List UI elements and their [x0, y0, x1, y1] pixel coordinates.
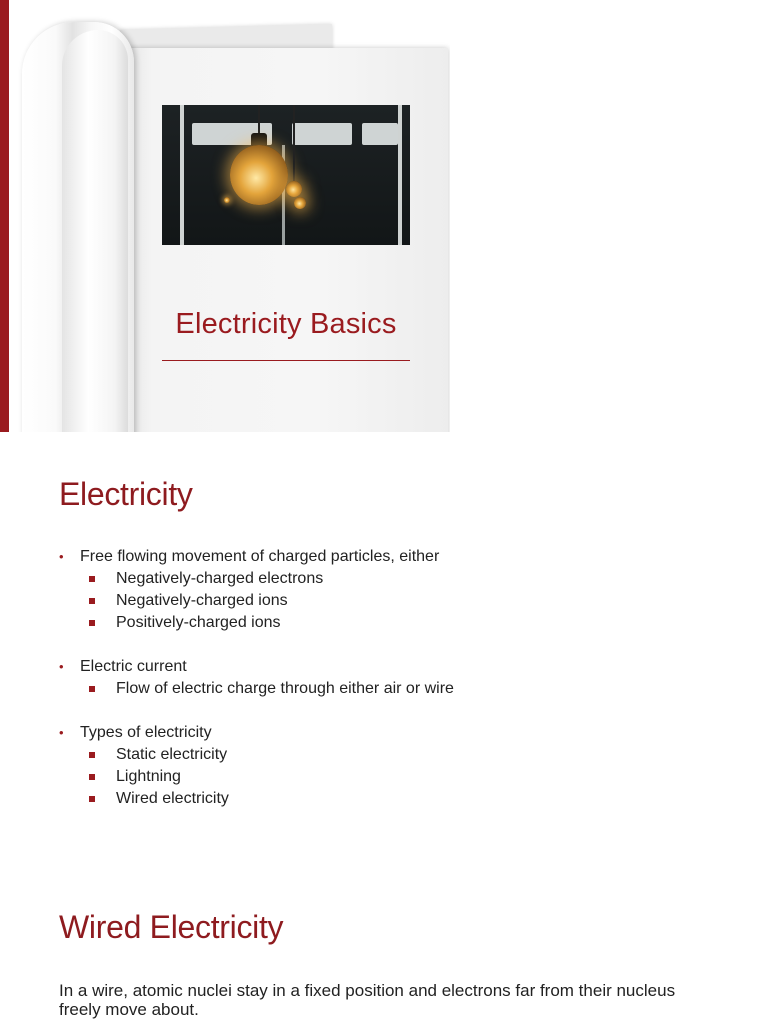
sub-list-item: Positively-charged ions	[59, 612, 454, 634]
photo-window	[362, 123, 398, 145]
sub-list-item: Wired electricity	[59, 788, 454, 810]
red-side-stripe	[0, 0, 9, 432]
photo-frame	[398, 105, 402, 245]
section-heading-electricity: Electricity	[59, 476, 193, 512]
cover-title: Electricity Basics	[175, 308, 397, 340]
list-item: • Types of electricity	[59, 722, 454, 744]
sub-list-item: Lightning	[59, 766, 454, 788]
title-underline	[162, 360, 410, 361]
bulb-large	[230, 145, 288, 205]
bulb-tiny	[224, 197, 230, 203]
electricity-bullet-list	[59, 546, 454, 810]
list-item: • Electric current	[59, 656, 454, 678]
sub-list-item: Static electricity	[59, 744, 454, 766]
cover-slide	[0, 0, 450, 432]
sub-list-item: Flow of electric charge through either air or wire	[59, 678, 454, 700]
list-item: • Free flowing movement of charged particles, either	[59, 546, 454, 568]
sub-list-item: Negatively-charged ions	[59, 590, 454, 612]
bulb-small	[286, 181, 302, 197]
page-curl-inner	[62, 30, 128, 432]
sub-list-item: Negatively-charged electrons	[59, 568, 454, 590]
bulb-cord	[293, 105, 295, 183]
bulb-small	[294, 197, 306, 209]
wired-electricity-paragraph: In a wire, atomic nuclei stay in a fixed position and electrons far from their nucleus freely move about.	[59, 981, 676, 1019]
section-heading-wired-electricity: Wired Electricity	[59, 909, 284, 945]
list-spacer	[59, 634, 454, 656]
bulb-cord	[258, 105, 260, 135]
list-spacer	[59, 700, 454, 722]
photo-window	[292, 123, 352, 145]
photo-frame	[180, 105, 184, 245]
light-bulb-photo	[162, 105, 410, 245]
